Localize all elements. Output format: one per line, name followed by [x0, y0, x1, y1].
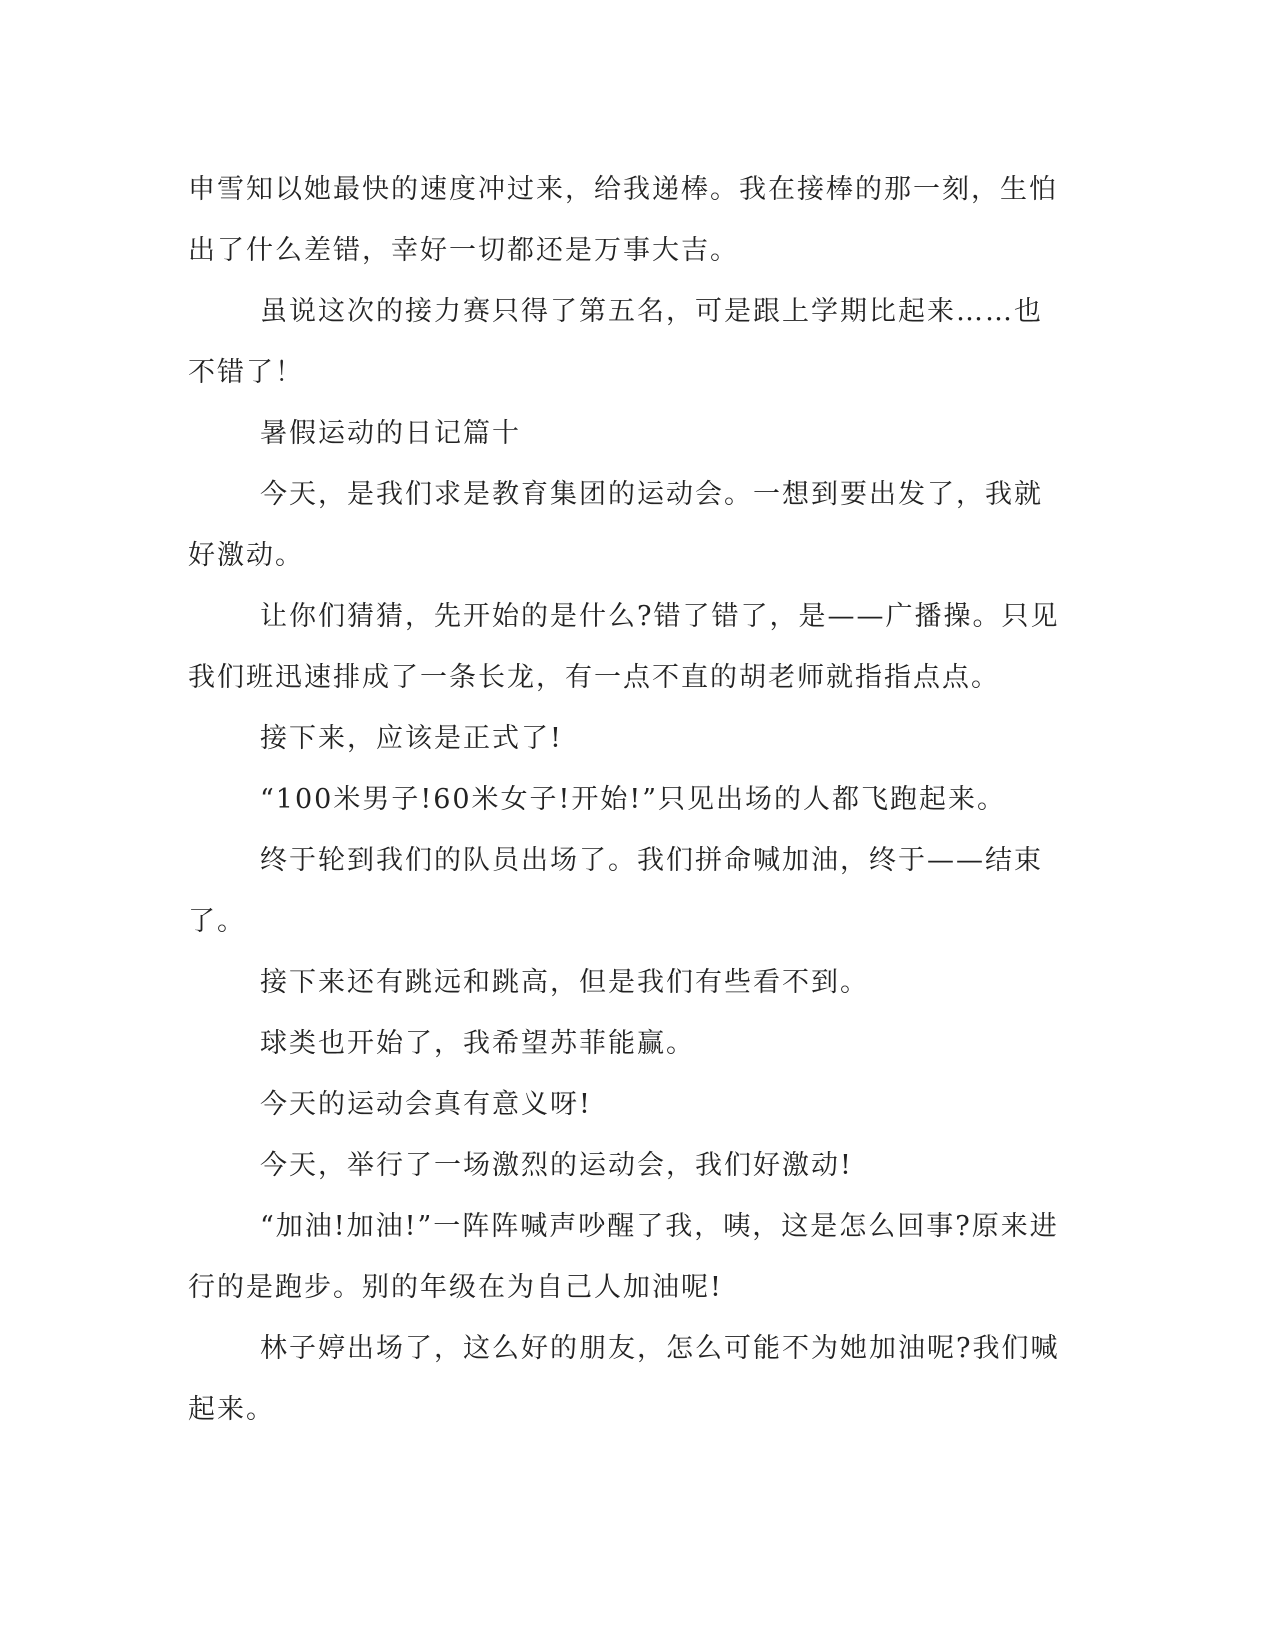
paragraph-10: 球类也开始了，我希望苏菲能赢。: [260, 1028, 695, 1059]
paragraph-6: 接下来，应该是正式了!: [260, 723, 563, 754]
paragraph-1: 申雪知以她最快的速度冲过来，给我递棒。我在接棒的那一刻，生怕出了什么差错，幸好一切都还是万事大吉。: [188, 174, 1058, 266]
paragraph-14: 林子婷出场了，这么好的朋友，怎么可能不为她加油呢?我们喊起来。: [188, 1333, 1060, 1425]
paragraph-9: 接下来还有跳远和跳高，但是我们有些看不到。: [260, 967, 869, 998]
paragraph-12: 今天，举行了一场激烈的运动会，我们好激动!: [260, 1150, 853, 1181]
document-body: [188, 159, 1068, 1440]
paragraph-11: 今天的运动会真有意义呀!: [260, 1089, 592, 1120]
paragraph-2: 虽说这次的接力赛只得了第五名，可是跟上学期比起来……也不错了！: [188, 296, 1043, 388]
paragraph-8: 终于轮到我们的队员出场了。我们拼命喊加油，终于——结束了。: [188, 845, 1043, 937]
paragraph-5: 让你们猜猜，先开始的是什么?错了错了，是——广播操。只见我们班迅速排成了一条长龙，有一点不直的胡老师就指指点点。: [188, 601, 1060, 693]
paragraph-7: “100米男子!60米女子!开始!”只见出场的人都飞跑起来。: [260, 784, 1007, 815]
section-heading: 暑假运动的日记篇十: [260, 418, 521, 449]
paragraph-13: “加油!加油!”一阵阵喊声吵醒了我，咦，这是怎么回事?原来进行的是跑步。别的年级在为自己人加油呢!: [188, 1211, 1059, 1303]
paragraph-4: 今天，是我们求是教育集团的运动会。一想到要出发了，我就好激动。: [188, 479, 1043, 571]
